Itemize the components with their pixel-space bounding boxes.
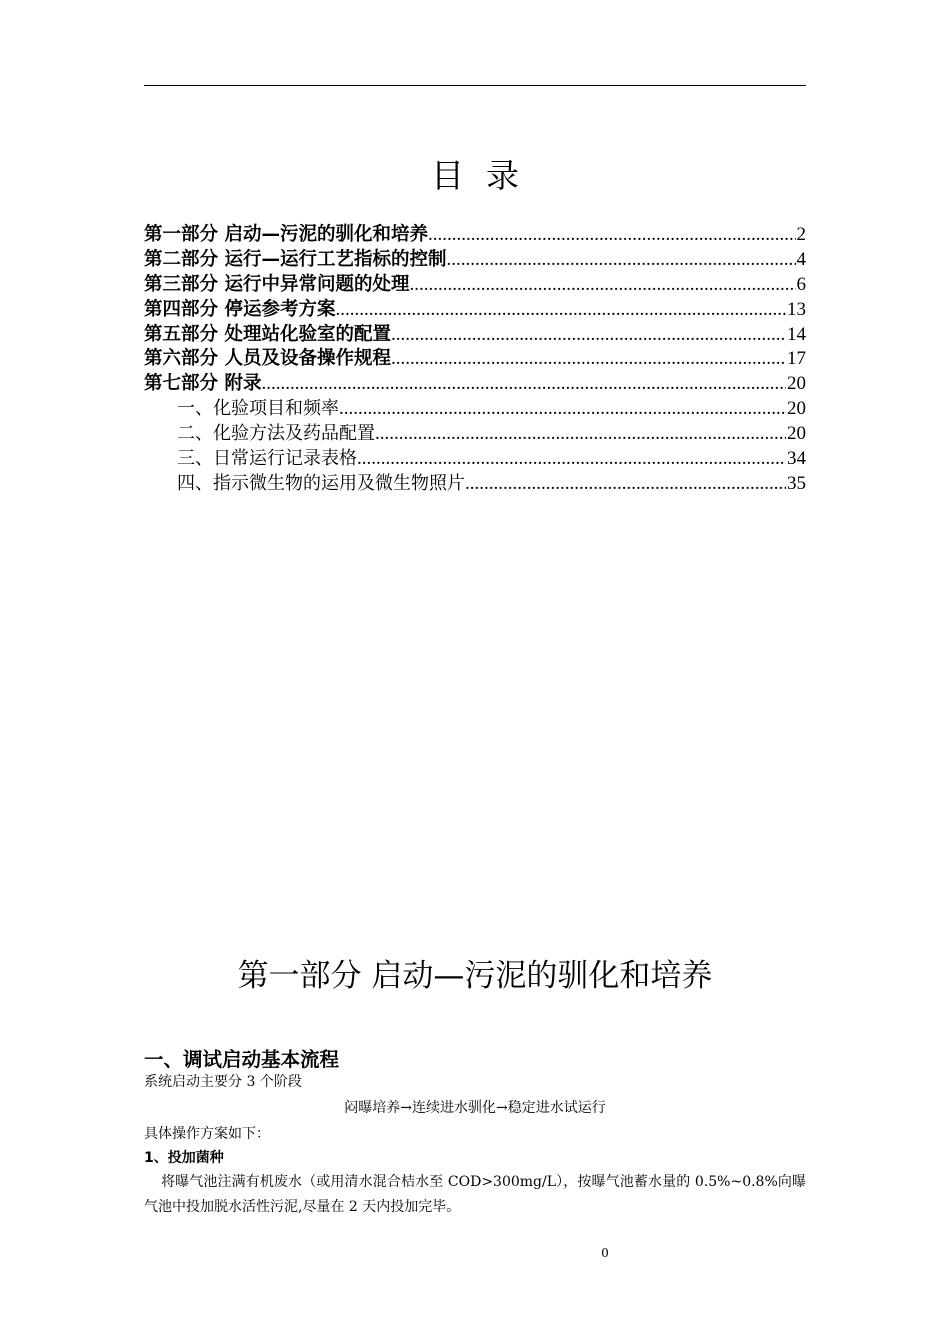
section-heading: 一、调试启动基本流程 [144, 1048, 340, 1071]
step-paragraph: 将曝气池注满有机废水（或用清水混合桔水至 COD>300mg/L），按曝气池蓄水量的 0.5%~0.8%向曝气池中投加脱水活性污泥,尽量在 2 天内投加完毕。 [144, 1174, 806, 1215]
toc-leader-dots [409, 273, 795, 298]
toc-entry-label: 第四部分 停运参考方案 [144, 298, 336, 320]
toc-leader-dots [375, 422, 786, 447]
intro-text: 系统启动主要分 3 个阶段 [144, 1074, 302, 1090]
toc-leader-dots [446, 248, 795, 273]
toc-entry-page: 14 [787, 323, 806, 345]
toc-leader-dots [428, 223, 796, 248]
toc-entry-page: 17 [787, 348, 806, 370]
toc-entry-label: 第六部分 人员及设备操作规程 [144, 348, 391, 370]
toc-entry-page: 6 [796, 273, 806, 295]
toc-entry-label: 二、化验方法及药品配置 [177, 423, 375, 445]
toc-subentry[interactable] [144, 397, 806, 422]
toc-entry-page: 20 [787, 398, 806, 420]
toc-entry[interactable] [144, 323, 806, 348]
toc-leader-dots [261, 372, 786, 397]
header-rule [144, 85, 806, 86]
toc-entry-label: 四、指示微生物的运用及微生物照片 [177, 472, 465, 494]
table-of-contents [144, 223, 806, 497]
toc-entry-label: 第七部分 附录 [144, 373, 262, 395]
toc-leader-dots [391, 323, 786, 348]
toc-subentry[interactable] [144, 422, 806, 447]
toc-title: 目录 [431, 156, 541, 195]
toc-entry[interactable] [144, 273, 806, 298]
process-flow: 闷曝培养→连续进水驯化→稳定进水试运行 [344, 1100, 606, 1116]
toc-entry[interactable] [144, 223, 806, 248]
toc-entry[interactable] [144, 347, 806, 372]
toc-leader-dots [339, 397, 786, 422]
toc-entry-page: 4 [796, 248, 806, 270]
toc-entry-page: 20 [787, 423, 806, 445]
toc-entry[interactable] [144, 248, 806, 273]
toc-entry-page: 35 [787, 472, 806, 494]
toc-leader-dots [465, 472, 786, 497]
toc-entry-page: 20 [787, 373, 806, 395]
toc-subentry[interactable] [144, 472, 806, 497]
toc-entry[interactable] [144, 372, 806, 397]
toc-entry-label: 一、化验项目和频率 [177, 398, 339, 420]
toc-entry-label: 第五部分 处理站化验室的配置 [144, 323, 391, 345]
toc-entry-page: 13 [787, 298, 806, 320]
toc-entry-label: 第三部分 运行中异常问题的处理 [144, 273, 410, 295]
toc-entry[interactable] [144, 298, 806, 323]
page-number: 0 [601, 1246, 609, 1261]
toc-subentry[interactable] [144, 447, 806, 472]
part-title: 第一部分 启动—污泥的驯化和培养 [237, 958, 713, 994]
step-title: 1、投加菌种 [144, 1150, 224, 1166]
plan-label: 具体操作方案如下： [144, 1126, 270, 1142]
toc-leader-dots [391, 347, 786, 372]
toc-leader-dots [357, 447, 786, 472]
toc-entry-label: 第二部分 运行—运行工艺指标的控制 [144, 248, 447, 270]
toc-entry-label: 第一部分 启动—污泥的驯化和培养 [144, 224, 428, 245]
toc-entry-page: 34 [787, 448, 806, 470]
toc-leader-dots [335, 298, 786, 323]
toc-entry-label: 三、日常运行记录表格 [177, 448, 357, 470]
toc-entry-page: 2 [796, 224, 806, 245]
